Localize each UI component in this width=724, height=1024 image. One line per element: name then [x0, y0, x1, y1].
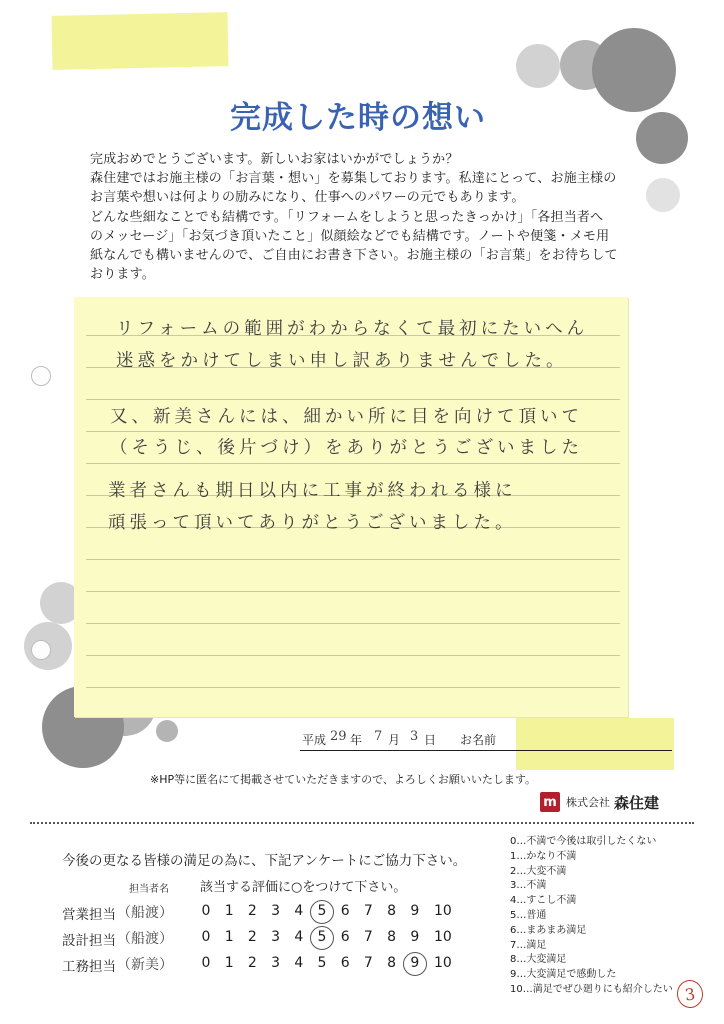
- rating-option-selected[interactable]: 5: [314, 929, 330, 945]
- divider: [30, 822, 694, 824]
- sticky-note-top: [51, 12, 228, 70]
- legend-item: 1…かなり不満: [510, 850, 577, 862]
- ruled-line: [86, 591, 620, 592]
- staff-header: 担当者名: [129, 884, 169, 895]
- decor-circle: [156, 720, 178, 742]
- legend-item: 2…大変不満: [510, 865, 567, 877]
- intro-line: お言葉や想いは何よりの励みになり、仕事へのパワーの元でもあります。: [90, 190, 525, 206]
- intro-line: 森住建ではお施主様の「お言葉・想い」を募集しております。私達にとって、お施主様の: [90, 171, 617, 187]
- rating-option[interactable]: 10: [434, 955, 452, 971]
- survey-intro: 今後の更なる皆様の満足の為に、下記アンケートにご協力下さい。: [62, 853, 467, 869]
- rating-option[interactable]: 4: [294, 955, 304, 971]
- sticky-note-name: [516, 718, 674, 770]
- punch-hole: [31, 640, 51, 660]
- rating-option[interactable]: 6: [340, 955, 350, 971]
- rating-option[interactable]: 1: [224, 903, 234, 919]
- rating-option[interactable]: 0: [201, 929, 211, 945]
- rating-option[interactable]: 2: [247, 903, 257, 919]
- year-label: 年: [350, 733, 363, 747]
- rating-option[interactable]: 9: [410, 929, 420, 945]
- intro-line: おります。: [90, 267, 155, 283]
- rating-option[interactable]: 6: [340, 903, 350, 919]
- ruled-line: [86, 655, 620, 656]
- rating-option[interactable]: 2: [247, 955, 257, 971]
- rating-option[interactable]: 0: [201, 955, 211, 971]
- publication-note: ※HP等に匿名にて掲載させていただきますので、よろしくお願いいたします。: [150, 773, 537, 786]
- rating-option[interactable]: 8: [387, 955, 397, 971]
- rating-option[interactable]: 7: [363, 929, 373, 945]
- name-label: お名前: [460, 733, 497, 747]
- month-value: 7: [374, 729, 383, 744]
- company-logo-icon: m: [540, 792, 560, 812]
- rating-option[interactable]: 10: [434, 903, 452, 919]
- intro-line: どんな些細なことでも結構です。「リフォームをしようと思ったきっかけ」「各担当者へ: [90, 209, 604, 225]
- legend-item: 9…大変満足で感動した: [510, 969, 617, 981]
- survey-row-label: 工務担当: [62, 959, 116, 975]
- company-name: 森住建: [614, 793, 660, 812]
- rating-option[interactable]: 3: [271, 929, 281, 945]
- company-brand: [540, 790, 659, 814]
- rating-option[interactable]: 9: [410, 903, 420, 919]
- rating-option[interactable]: 6: [340, 929, 350, 945]
- handwritten-line: 頑張って頂いてありがとうございました。: [108, 513, 517, 533]
- ruled-line: [86, 623, 620, 624]
- ruled-line: [86, 559, 620, 560]
- rating-option[interactable]: 3: [271, 903, 281, 919]
- handwritten-line: 迷惑をかけてしまい申し訳ありませんでした。: [116, 351, 568, 371]
- message-note: [74, 297, 628, 717]
- survey-row-person: （新美）: [117, 957, 173, 973]
- rating-legend: [510, 835, 673, 998]
- legend-item: 4…すこし不満: [510, 895, 577, 907]
- handwritten-line: リフォームの範囲がわからなくて最初にたいへん: [116, 319, 589, 339]
- survey-row-label: 設計担当: [62, 933, 116, 949]
- day-label: 日: [424, 733, 437, 747]
- rating-option[interactable]: 10: [434, 929, 452, 945]
- rating-option-selected[interactable]: 5: [314, 903, 330, 919]
- rating-option[interactable]: 7: [363, 955, 373, 971]
- intro-line: 紙なんでも構いませんので、ご自由にお書き下さい。お施主様の「お言葉」をお待ちして: [90, 248, 618, 264]
- decor-circle: [516, 44, 560, 88]
- intro-text: [90, 150, 650, 284]
- survey-row-person: （船渡）: [117, 905, 173, 921]
- legend-item: 0…不満で今後は取引したくない: [510, 836, 657, 847]
- legend-item: 6…まあまあ満足: [510, 924, 587, 936]
- rating-option[interactable]: 1: [224, 955, 234, 971]
- handwritten-line: 又、新美さんには、細かい所に目を向けて頂いて: [110, 407, 583, 427]
- legend-item: 7…満足: [510, 939, 547, 951]
- signature-line: [300, 750, 672, 751]
- rating-option[interactable]: 0: [201, 903, 211, 919]
- ruled-line: [86, 399, 620, 400]
- survey-row-person: （船渡）: [117, 931, 173, 947]
- rating-option[interactable]: 8: [387, 903, 397, 919]
- ruled-line: [86, 687, 620, 688]
- intro-line: のメッセージ」「お気づき頂いたこと」似顔絵などでも結構です。ノートや便箋・メモ用: [90, 228, 610, 244]
- ruled-line: [86, 463, 620, 464]
- legend-item: 8…大変満足: [510, 954, 567, 966]
- legend-item: 5…普通: [510, 909, 547, 921]
- rating-option[interactable]: 8: [387, 929, 397, 945]
- decor-circle: [646, 178, 680, 212]
- rating-option[interactable]: 3: [271, 955, 281, 971]
- rating-option[interactable]: 5: [317, 955, 327, 971]
- page-title: 完成した時の想い: [230, 100, 486, 136]
- year-value: 29: [330, 729, 347, 744]
- rating-option[interactable]: 7: [363, 903, 373, 919]
- legend-item: 10…満足でぜひ廻りにも紹介したい: [510, 983, 673, 995]
- rating-header: 該当する評価に○をつけて下さい。: [200, 880, 407, 895]
- legend-item: 3…不満: [510, 880, 547, 892]
- handwritten-line: （そうじ、後片づけ）をありがとうございました: [110, 438, 583, 458]
- rating-option[interactable]: 2: [247, 929, 257, 945]
- survey-row-label: 営業担当: [62, 907, 116, 923]
- rating-option[interactable]: 4: [294, 903, 304, 919]
- intro-line: 完成おめでとうございます。新しいお家はいかがでしょうか？: [90, 152, 459, 167]
- page-number-mark: 3: [675, 978, 705, 1009]
- handwritten-line: 業者さんも期日以内に工事が終われる様に: [108, 481, 517, 501]
- company-prefix: 株式会社: [566, 796, 610, 809]
- rating-option[interactable]: 4: [294, 929, 304, 945]
- era-label: 平成: [302, 733, 327, 747]
- ruled-line: [86, 431, 620, 432]
- day-value: 3: [410, 729, 419, 744]
- month-label: 月: [388, 733, 401, 747]
- rating-option[interactable]: 1: [224, 929, 234, 945]
- punch-hole: [31, 366, 51, 386]
- decor-circle: [592, 28, 676, 112]
- rating-option-selected[interactable]: 9: [407, 955, 423, 971]
